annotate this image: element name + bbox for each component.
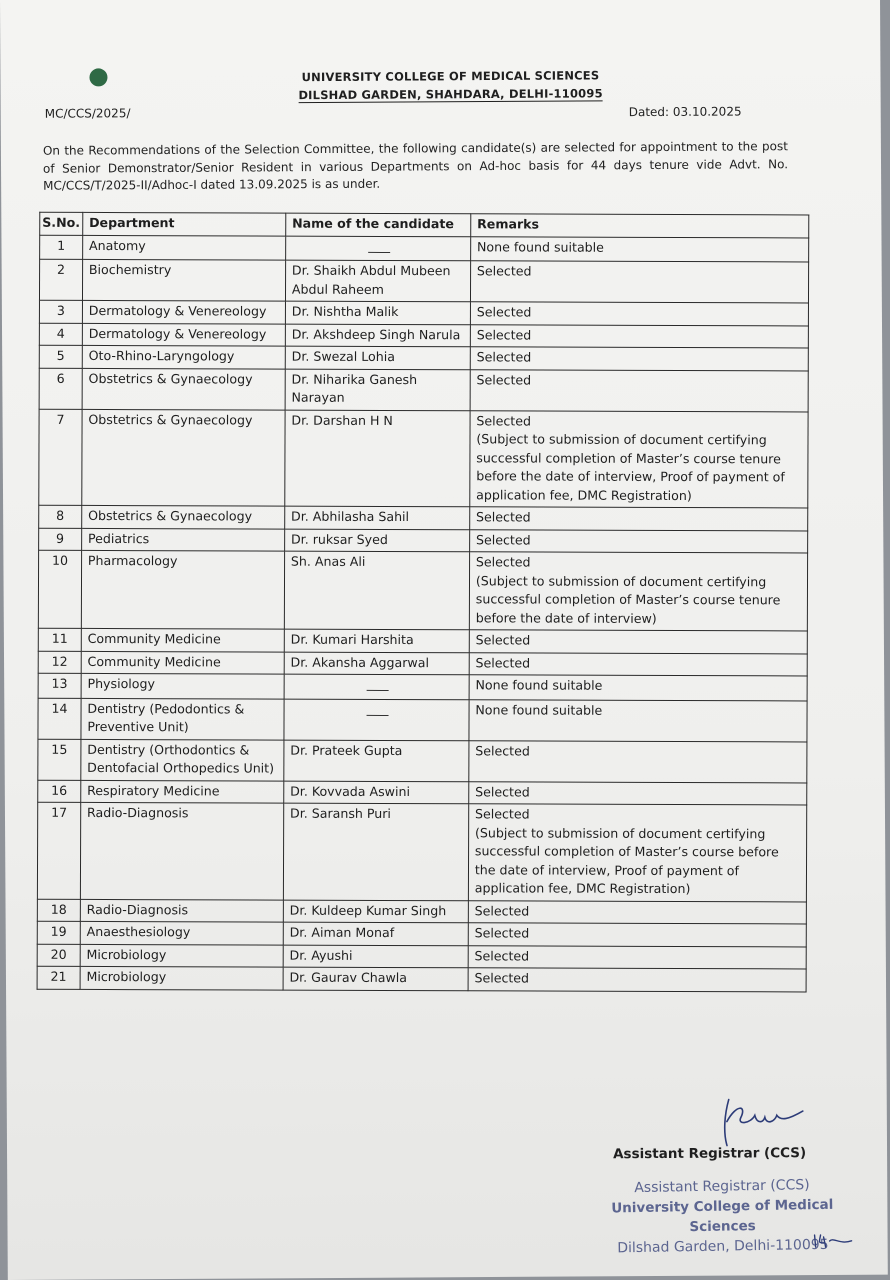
row-sno: 14 bbox=[38, 698, 81, 739]
row-candidate-name: Dr. Akansha Aggarwal bbox=[284, 652, 469, 675]
row-remarks: Selected bbox=[470, 369, 808, 411]
row-department: Respiratory Medicine bbox=[81, 780, 284, 803]
table-row bbox=[39, 345, 808, 370]
row-candidate-name bbox=[284, 699, 469, 741]
row-department: Anaesthesiology bbox=[80, 921, 283, 944]
row-remarks: None found suitable bbox=[470, 236, 808, 262]
row-department: Pediatrics bbox=[81, 528, 284, 551]
row-sno: 11 bbox=[38, 628, 81, 651]
stamp-line-3: Dilshad Garden, Delhi-110095 bbox=[617, 1236, 829, 1257]
table-row bbox=[37, 921, 806, 946]
row-sno: 9 bbox=[39, 528, 82, 551]
row-sno: 13 bbox=[38, 673, 81, 698]
row-remarks: Selected (Subject to submission of document certifying successful completion of Master’s course tenure before the date of interview, Proof of payment of application fee, DMC Registration) bbox=[470, 410, 808, 508]
table-row bbox=[39, 368, 808, 412]
table-row bbox=[38, 780, 807, 805]
table-row bbox=[39, 259, 808, 303]
row-candidate-name: Dr. ruksar Syed bbox=[284, 529, 469, 552]
row-remarks: Selected bbox=[470, 324, 808, 348]
dated-line: Dated: 03.10.2025 bbox=[628, 104, 742, 120]
table-row bbox=[39, 323, 808, 348]
row-sno: 8 bbox=[39, 505, 82, 528]
row-remarks: Selected (Subject to submission of document certifying successful completion of Master’s course before the date of interview, Proof of payment of application fee, DMC Registration) bbox=[468, 804, 806, 902]
header-candidate: Name of the candidate bbox=[286, 213, 471, 236]
row-department: Community Medicine bbox=[81, 651, 284, 674]
row-department: Obstetrics & Gynaecology bbox=[82, 368, 285, 410]
stamp-line-2: University College of Medical Sciences bbox=[611, 1196, 834, 1236]
header-department: Department bbox=[83, 212, 286, 235]
handwritten-initials bbox=[812, 1231, 854, 1251]
row-candidate-name: Dr. Niharika Ganesh Narayan bbox=[285, 369, 470, 411]
table-row bbox=[37, 802, 806, 901]
row-department: Dermatology & Venereology bbox=[82, 300, 285, 323]
row-sno: 3 bbox=[39, 300, 82, 323]
row-department: Pharmacology bbox=[81, 550, 284, 629]
table-row bbox=[37, 899, 806, 924]
row-candidate-name: Dr. Darshan H N bbox=[285, 410, 470, 507]
table-row bbox=[38, 628, 807, 653]
row-sno: 20 bbox=[37, 944, 80, 967]
row-remarks: Selected (Subject to submission of document certifying successful completion of Master’s course tenure before the date of interview) bbox=[469, 552, 807, 631]
row-candidate-name: Dr. Kuldeep Kumar Singh bbox=[283, 900, 468, 923]
table-row bbox=[40, 235, 809, 262]
row-remarks: Selected bbox=[470, 507, 808, 531]
row-department: Anatomy bbox=[82, 235, 285, 260]
table-row bbox=[39, 528, 808, 553]
row-sno: 6 bbox=[39, 368, 82, 409]
row-remarks: Selected bbox=[468, 923, 806, 947]
institution-address: DILSHAD GARDEN, SHAHDARA, DELHI-110095 bbox=[298, 86, 603, 103]
row-candidate-name: Dr. Nishtha Malik bbox=[285, 301, 470, 324]
header-sno: S.No. bbox=[40, 212, 83, 235]
row-department: Radio-Diagnosis bbox=[80, 899, 283, 922]
table-row bbox=[38, 550, 807, 631]
row-sno: 5 bbox=[39, 345, 82, 368]
reference-number: MC/CCS/2025/ bbox=[44, 106, 131, 121]
row-sno: 21 bbox=[37, 966, 80, 989]
row-candidate-name: Dr. Saransh Puri bbox=[283, 803, 468, 900]
row-department: Radio-Diagnosis bbox=[80, 802, 283, 899]
table-header-row bbox=[40, 212, 809, 237]
selection-table bbox=[37, 212, 810, 992]
row-sno: 2 bbox=[39, 259, 82, 300]
row-remarks: None found suitable bbox=[469, 675, 807, 701]
row-remarks: Selected bbox=[469, 652, 807, 676]
no-candidate-dash bbox=[366, 714, 388, 715]
institution-name: UNIVERSITY COLLEGE OF MEDICAL SCIENCES bbox=[301, 68, 600, 85]
row-candidate-name: Dr. Shaikh Abdul Mubeen Abdul Raheem bbox=[285, 260, 470, 302]
row-remarks: None found suitable bbox=[469, 699, 807, 741]
row-sno: 10 bbox=[38, 550, 81, 628]
table-row bbox=[37, 944, 806, 969]
row-department: Microbiology bbox=[80, 966, 283, 989]
table-row bbox=[38, 698, 807, 742]
row-sno: 19 bbox=[37, 921, 80, 944]
row-remarks: Selected bbox=[470, 347, 808, 371]
row-sno: 15 bbox=[38, 739, 81, 780]
table-row bbox=[39, 409, 808, 508]
row-department: Community Medicine bbox=[81, 628, 284, 651]
row-sno: 12 bbox=[38, 651, 81, 674]
stamp-line-1: Assistant Registrar (CCS) bbox=[634, 1177, 810, 1197]
signatory-title: Assistant Registrar (CCS) bbox=[613, 1145, 807, 1163]
no-candidate-dash bbox=[366, 690, 388, 691]
row-candidate-name: Dr. Prateek Gupta bbox=[284, 740, 469, 782]
row-candidate-name bbox=[285, 236, 470, 261]
table-row bbox=[39, 300, 808, 325]
row-department: Microbiology bbox=[80, 944, 283, 967]
row-remarks: Selected bbox=[470, 302, 808, 326]
row-remarks: Selected bbox=[469, 529, 807, 553]
row-department: Oto-Rhino-Laryngology bbox=[82, 345, 285, 368]
row-remarks: Selected bbox=[470, 261, 808, 303]
row-sno: 4 bbox=[39, 323, 82, 346]
row-department: Dentistry (Pedodontics & Preventive Unit) bbox=[81, 698, 284, 740]
header-remarks: Remarks bbox=[471, 214, 809, 238]
row-department: Obstetrics & Gynaecology bbox=[82, 409, 285, 506]
row-sno: 18 bbox=[37, 899, 80, 922]
row-candidate-name: Dr. Abhilasha Sahil bbox=[285, 506, 470, 529]
row-department: Obstetrics & Gynaecology bbox=[82, 505, 285, 528]
row-department: Biochemistry bbox=[82, 259, 285, 301]
row-candidate-name: Dr. Gaurav Chawla bbox=[283, 967, 468, 990]
row-department: Dentistry (Orthodontics & Dentofacial Orthopedics Unit) bbox=[81, 739, 284, 781]
table-row bbox=[38, 739, 807, 783]
row-remarks: Selected bbox=[468, 968, 806, 992]
row-candidate-name: Dr. Ayushi bbox=[283, 945, 468, 968]
row-department: Physiology bbox=[81, 673, 284, 698]
row-sno: 17 bbox=[37, 802, 80, 899]
no-candidate-dash bbox=[368, 251, 390, 252]
row-sno: 1 bbox=[40, 235, 83, 260]
table-row bbox=[39, 505, 808, 530]
row-candidate-name: Dr. Aiman Monaf bbox=[283, 922, 468, 945]
punch-hole bbox=[89, 68, 107, 86]
table-row bbox=[38, 673, 807, 700]
row-candidate-name: Dr. Swezal Lohia bbox=[285, 346, 470, 369]
row-candidate-name: Dr. Kumari Harshita bbox=[284, 629, 469, 652]
table-row bbox=[37, 966, 806, 991]
row-sno: 7 bbox=[39, 409, 82, 506]
row-sno: 16 bbox=[38, 780, 81, 803]
intro-paragraph: On the Recommendations of the Selection Committee, the following candidate(s) are selected for appointment to the post of Senior Demonstrator/Senior Resident in various Departments on Ad-hoc basis for 44 days tenure vide Advt. No. MC/CCS/T/2025-II/Adhoc-I dated 13.09.2025 is as under. bbox=[42, 139, 789, 193]
row-remarks: Selected bbox=[468, 900, 806, 924]
row-candidate-name: Dr. Kovvada Aswini bbox=[284, 781, 469, 804]
row-remarks: Selected bbox=[469, 740, 807, 782]
row-remarks: Selected bbox=[469, 781, 807, 805]
row-remarks: Selected bbox=[468, 945, 806, 969]
row-candidate-name: Sh. Anas Ali bbox=[284, 551, 469, 630]
row-candidate-name: Dr. Akshdeep Singh Narula bbox=[285, 324, 470, 347]
row-department: Dermatology & Venereology bbox=[82, 323, 285, 346]
row-remarks: Selected bbox=[469, 630, 807, 654]
table-row bbox=[38, 651, 807, 676]
row-candidate-name bbox=[284, 674, 469, 699]
